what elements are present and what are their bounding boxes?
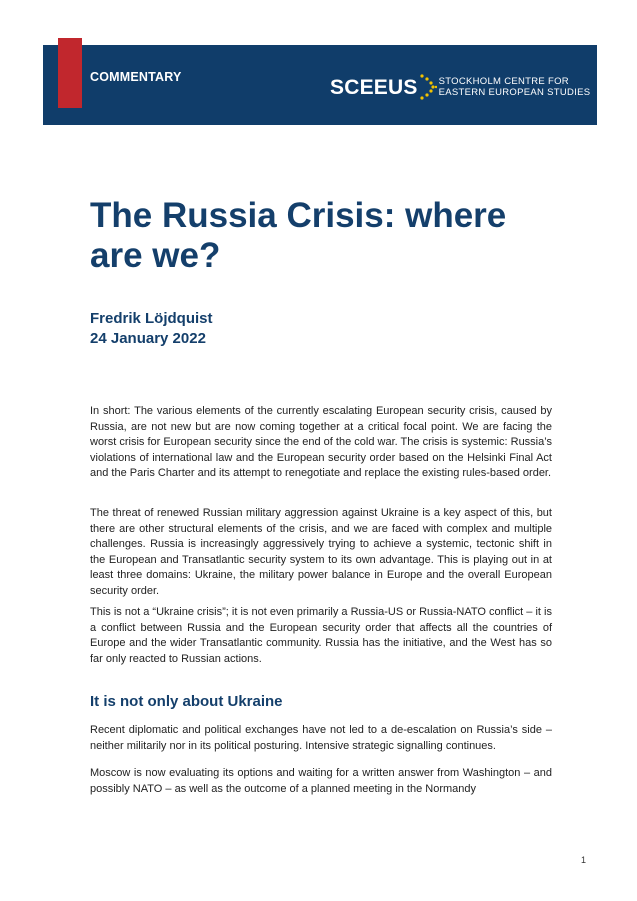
paragraph-threat: The threat of renewed Russian military aggression against Ukraine is a key aspect of this, but there are other structural elements of the crisis, and we are faced with complex and multiple challenges. Russia is increasingly aggressively trying to achieve a systemic, tectonic shift in the European and Transatlantic security system to its own advantage. This is playing out in at least three domains: Ukraine, the military power balance in Europe and the overall European security order. bbox=[90, 507, 552, 597]
paragraph-conflict: This is not a “Ukraine crisis”; it is not even primarily a Russia-US or Russia-NATO conflict – it is a conflict between Russia and the European security order that affects all the countries of Europe and the wider Transatlantic community. Russia has the initiative, and the West has so far only reacted to Russian actions. bbox=[90, 606, 552, 665]
header-accent-bar bbox=[58, 38, 82, 108]
author-name: Fredrik Löjdquist bbox=[90, 310, 213, 327]
logo-tagline bbox=[439, 76, 591, 98]
article-title: The Russia Crisis: where are we? bbox=[90, 196, 507, 275]
paragraph-moscow: Moscow is now evaluating its options and waiting for a written answer from Washington – and possibly NATO – as well as the outcome of a planned meeting in the Normandy bbox=[90, 767, 552, 795]
document-type-label: COMMENTARY bbox=[90, 70, 182, 84]
sceeus-logo bbox=[330, 72, 590, 102]
logo-wordmark: SCEEUS bbox=[330, 75, 418, 99]
paragraph-diplomatic: Recent diplomatic and political exchanges have not led to a de-escalation on Russia’s side – neither militarily nor in its political posturing. Intensive strategic signalling continues. bbox=[90, 724, 552, 752]
logo-tagline-line2: EASTERN EUROPEAN STUDIES bbox=[438, 87, 591, 98]
logo-tagline-line1: STOCKHOLM CENTRE FOR bbox=[438, 76, 569, 87]
page-number: 1 bbox=[581, 855, 587, 865]
paragraph-intro: In short: The various elements of the currently escalating European security crisis, caused by Russia, are not new but are now coming together at a critical focal point. We are facing the worst crisis for European security since the end of the cold war. The crisis is systemic: Russia’s violations of international law and the European security order based on the Helsinki Final Act and the Paris Charter and its attempt to renegotiate and replace the existing rules-based order. bbox=[90, 405, 552, 479]
section-heading: It is not only about Ukraine bbox=[90, 693, 283, 710]
byline bbox=[90, 309, 213, 349]
publication-date: 24 January 2022 bbox=[90, 330, 206, 347]
logo-dots-icon bbox=[419, 73, 437, 101]
